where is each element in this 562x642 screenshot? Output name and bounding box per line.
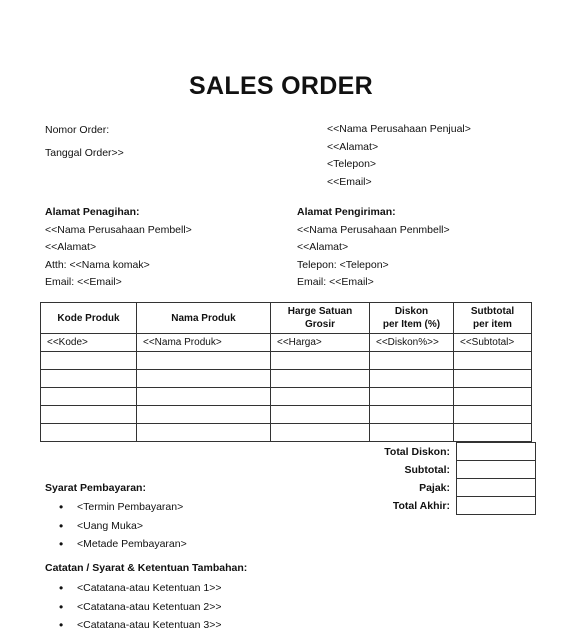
billing-attn: Atth: <<Nama komak> xyxy=(45,258,150,271)
seller-email: <<Email> xyxy=(327,175,372,188)
seller-name: <<Nama Perusahaan Penjual> xyxy=(327,123,471,135)
billing-heading: Alamat Penagihan: xyxy=(45,206,140,218)
total-akhir-label: Total Akhir: xyxy=(392,499,450,512)
list-item: • <Catatana-atau Ketentuan 1>> xyxy=(45,579,222,598)
list-item: • <Metade Pembayaran> xyxy=(45,535,187,554)
table-row xyxy=(41,370,532,388)
header-harga-satuan: Harge Satuan Grosir xyxy=(271,303,370,334)
cell-nama[interactable]: <<Nama Produk> xyxy=(137,334,271,352)
list-item: • <Termin Pembayaran> xyxy=(45,498,187,517)
table-row xyxy=(41,334,532,352)
pajak-field[interactable] xyxy=(457,479,536,497)
cell-subtotal[interactable]: <<Subtotal> xyxy=(454,334,532,352)
table-row xyxy=(41,388,532,406)
billing-email: Email: <<Email> xyxy=(45,276,122,288)
header-subtotal: Sutbtotal per item xyxy=(454,303,532,334)
table-row xyxy=(41,352,532,370)
order-number-label: Nomor Order: xyxy=(45,124,110,136)
total-diskon-label: Total Diskon: xyxy=(384,445,450,458)
shipping-company: <<Nama Perusahaan Penmbell> xyxy=(297,223,450,236)
header-kode-produk: Kode Produk xyxy=(41,303,137,334)
total-akhir-field[interactable] xyxy=(457,497,536,515)
list-item: • <Catatana-atau Ketentuan 3>> xyxy=(45,616,222,635)
pajak-label: Pajak: xyxy=(419,481,450,494)
shipping-address: <<Alamat> xyxy=(297,241,349,253)
document-title: SALES ORDER xyxy=(189,72,373,100)
header-nama-produk: Nama Produk xyxy=(137,303,271,334)
cell-diskon[interactable]: <<Diskon%>> xyxy=(370,334,454,352)
cell-kode[interactable]: <<Kode> xyxy=(41,334,137,352)
payment-terms-list xyxy=(45,498,187,554)
order-date-label: Tanggal Order>> xyxy=(45,147,124,159)
list-item: • <Uang Muka> xyxy=(45,517,187,536)
shipping-email: Email: <<Email> xyxy=(297,276,374,288)
totals-table xyxy=(370,442,536,515)
billing-address-block xyxy=(45,204,192,292)
billing-company: <<Nama Perusahaan Pembell> xyxy=(45,223,192,236)
table-row xyxy=(41,424,532,442)
header-diskon: Diskon per Item (%) xyxy=(370,303,454,334)
subtotal-field[interactable] xyxy=(457,461,536,479)
table-row xyxy=(41,406,532,424)
shipping-heading: Alamat Pengiriman: xyxy=(297,206,396,218)
table-header-row xyxy=(41,303,532,334)
cell-harga[interactable]: <<Harga> xyxy=(271,334,370,352)
shipping-address-block xyxy=(297,204,450,292)
shipping-phone: Telepon: <Telepon> xyxy=(297,258,389,271)
total-diskon-field[interactable] xyxy=(457,443,536,461)
list-item: • <Catatana-atau Ketentuan 2>> xyxy=(45,598,222,617)
seller-address: <<Alamat> xyxy=(327,140,379,153)
order-items-table xyxy=(40,302,532,442)
payment-terms-heading: Syarat Pembayaran: xyxy=(45,482,146,494)
notes-heading: Catatan / Syarat & Ketentuan Tambahan: xyxy=(45,562,248,574)
subtotal-label: Subtotal: xyxy=(404,463,450,476)
seller-phone: <Telepon> xyxy=(327,158,377,170)
billing-address: <<Alamat> xyxy=(45,241,97,253)
notes-list xyxy=(45,579,222,635)
seller-block xyxy=(327,121,471,191)
